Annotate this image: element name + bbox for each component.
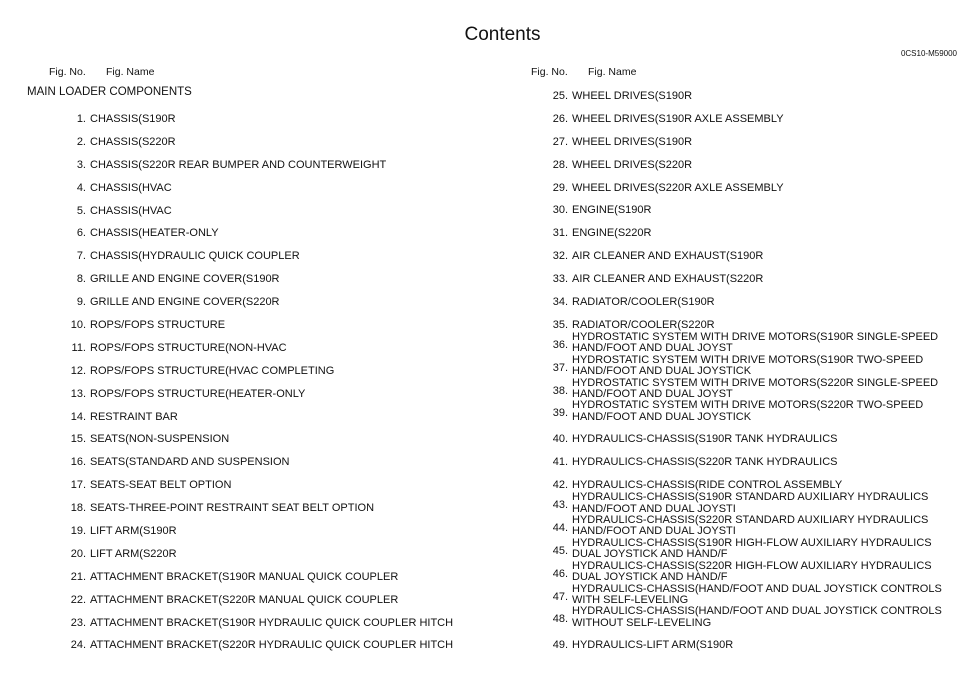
- fig-number: 46.: [552, 567, 568, 580]
- fig-number: 7.: [76, 250, 86, 263]
- fig-number: 29.: [552, 181, 568, 194]
- fig-number: 2.: [76, 135, 86, 148]
- fig-number: 16.: [70, 456, 86, 469]
- fig-name: CHASSIS(HEATER-ONLY: [90, 227, 219, 240]
- fig-name: HYDROSTATIC SYSTEM WITH DRIVE MOTORS(S220R TWO-SPEED HAND/FOOT AND DUAL JOYSTICK: [572, 399, 924, 423]
- fig-number: 43.: [552, 499, 568, 512]
- fig-name: HYDRAULICS-CHASSIS(HAND/FOOT AND DUAL JOYSTICK CONTROLS WITH SELF-LEVELING: [572, 582, 942, 607]
- fig-name: GRILLE AND ENGINE COVER(S190R: [90, 273, 280, 286]
- fig-name: ENGINE(S220R: [572, 227, 652, 240]
- fig-number: 4.: [76, 181, 86, 194]
- fig-number: 17.: [70, 479, 86, 492]
- document-code: 0CS10-M59000: [900, 49, 957, 58]
- fig-number: 6.: [76, 227, 86, 240]
- header-fig-no-left: Fig. No.: [49, 66, 86, 78]
- fig-name: HYDRAULICS-CHASSIS(HAND/FOOT AND DUAL JOYSTICK CONTROLS WITHOUT SELF-LEVELING: [572, 605, 942, 629]
- fig-name: SEATS(NON-SUSPENSION: [90, 433, 230, 446]
- fig-number: 28.: [552, 158, 568, 171]
- fig-number: 30.: [552, 204, 568, 217]
- fig-number: 41.: [552, 456, 568, 469]
- fig-number: 27.: [552, 135, 568, 148]
- fig-name: SEATS-SEAT BELT OPTION: [90, 479, 232, 492]
- fig-name: ROPS/FOPS STRUCTURE(HEATER-ONLY: [90, 387, 306, 400]
- fig-number: 33.: [552, 273, 568, 286]
- fig-name: HYDRAULICS-CHASSIS(S190R STANDARD AUXILIARY HYDRAULICS HAND/FOOT AND DUAL JOYSTI: [572, 491, 929, 515]
- fig-number: 5.: [76, 204, 86, 217]
- fig-name: GRILLE AND ENGINE COVER(S220R: [90, 296, 280, 309]
- fig-name: WHEEL DRIVES(S190R: [572, 90, 693, 102]
- fig-number: 34.: [552, 296, 568, 309]
- fig-name: CHASSIS(S220R REAR BUMPER AND COUNTERWEIGHT: [90, 158, 387, 171]
- fig-number: 3.: [76, 158, 86, 171]
- fig-name: ENGINE(S190R: [572, 204, 652, 217]
- fig-name: SEATS-THREE-POINT RESTRAINT SEAT BELT OPTION: [90, 502, 375, 515]
- fig-number: 12.: [70, 364, 86, 377]
- fig-number: 19.: [70, 525, 86, 538]
- fig-name: HYDRAULICS-CHASSIS(S190R HIGH-FLOW AUXILIARY HYDRAULICS DUAL JOYSTICK AND HAND/F: [572, 536, 932, 561]
- fig-name: SEATS(STANDARD AND SUSPENSION: [90, 456, 290, 469]
- fig-name: HYDRAULICS-CHASSIS(S220R TANK HYDRAULICS: [572, 456, 838, 469]
- fig-number: 36.: [552, 338, 568, 351]
- fig-number: 11.: [71, 341, 86, 354]
- fig-name: RADIATOR/COOLER(S220R: [572, 318, 715, 331]
- fig-name: CHASSIS(HVAC: [90, 181, 172, 194]
- header-fig-name-right: Fig. Name: [588, 66, 637, 78]
- page-title: Contents: [464, 24, 541, 45]
- fig-name: HYDRAULICS-CHASSIS(S190R TANK HYDRAULICS: [572, 433, 838, 446]
- fig-number: 47.: [552, 590, 568, 603]
- fig-number: 44.: [552, 521, 568, 534]
- fig-number: 45.: [552, 544, 568, 557]
- fig-name: ATTACHMENT BRACKET(S190R MANUAL QUICK COUPLER: [90, 570, 399, 583]
- section-heading: MAIN LOADER COMPONENTS: [27, 86, 192, 98]
- fig-number: 18.: [70, 502, 86, 515]
- fig-name: WHEEL DRIVES(S220R AXLE ASSEMBLY: [572, 181, 784, 194]
- header-fig-no-right: Fig. No.: [531, 66, 568, 78]
- fig-name: HYDROSTATIC SYSTEM WITH DRIVE MOTORS(S190R SINGLE-SPEED HAND/FOOT AND DUAL JOYST: [572, 330, 939, 355]
- fig-name: HYDROSTATIC SYSTEM WITH DRIVE MOTORS(S190R TWO-SPEED HAND/FOOT AND DUAL JOYSTICK: [572, 353, 924, 378]
- fig-name: CHASSIS(HYDRAULIC QUICK COUPLER: [90, 250, 300, 263]
- fig-number: 26.: [552, 112, 568, 125]
- fig-number: 31.: [552, 227, 568, 240]
- header-fig-name-left: Fig. Name: [106, 66, 155, 78]
- fig-number: 25.: [552, 90, 568, 102]
- fig-name: AIR CLEANER AND EXHAUST(S190R: [572, 250, 764, 263]
- fig-name: ATTACHMENT BRACKET(S190R HYDRAULIC QUICK COUPLER HITCH: [90, 616, 454, 629]
- fig-name: ATTACHMENT BRACKET(S220R HYDRAULIC QUICK COUPLER HITCH: [90, 639, 454, 652]
- fig-name: WHEEL DRIVES(S220R: [572, 158, 693, 171]
- fig-name: RESTRAINT BAR: [90, 410, 178, 423]
- fig-number: 20.: [70, 547, 86, 560]
- fig-name: HYDROSTATIC SYSTEM WITH DRIVE MOTORS(S220R SINGLE-SPEED HAND/FOOT AND DUAL JOYST: [572, 376, 939, 401]
- fig-number: 13.: [70, 387, 86, 400]
- fig-number: 1.: [76, 113, 86, 125]
- fig-number: 24.: [70, 639, 86, 652]
- fig-name: WHEEL DRIVES(S190R: [572, 135, 693, 148]
- fig-name: ATTACHMENT BRACKET(S220R MANUAL QUICK COUPLER: [90, 593, 399, 606]
- fig-number: 35.: [552, 318, 568, 331]
- fig-number: 23.: [70, 616, 86, 629]
- fig-name: WHEEL DRIVES(S190R AXLE ASSEMBLY: [572, 112, 784, 125]
- fig-number: 48.: [552, 613, 568, 626]
- fig-number: 42.: [552, 479, 568, 492]
- fig-number: 14.: [70, 410, 86, 423]
- fig-number: 32.: [552, 250, 568, 263]
- fig-name: HYDRAULICS-LIFT ARM(S190R: [572, 639, 734, 652]
- fig-name: HYDRAULICS-CHASSIS(RIDE CONTROL ASSEMBLY: [572, 479, 843, 492]
- fig-name: HYDRAULICS-CHASSIS(S220R HIGH-FLOW AUXILIARY HYDRAULICS DUAL JOYSTICK AND HAND/F: [572, 559, 932, 584]
- fig-number: 10.: [70, 319, 86, 332]
- fig-name: RADIATOR/COOLER(S190R: [572, 296, 715, 309]
- fig-name: LIFT ARM(S190R: [90, 525, 177, 538]
- fig-name: CHASSIS(S220R: [90, 135, 176, 148]
- fig-number: 38.: [552, 384, 568, 397]
- fig-name: ROPS/FOPS STRUCTURE(NON-HVAC: [90, 341, 287, 354]
- fig-name: CHASSIS(HVAC: [90, 204, 172, 217]
- fig-number: 22.: [70, 593, 86, 606]
- fig-number: 8.: [76, 273, 86, 286]
- fig-number: 49.: [552, 639, 568, 652]
- fig-name: CHASSIS(S190R: [90, 113, 176, 125]
- fig-number: 15.: [70, 433, 86, 446]
- fig-name: HYDRAULICS-CHASSIS(S220R STANDARD AUXILIARY HYDRAULICS HAND/FOOT AND DUAL JOYSTI: [572, 513, 929, 538]
- fig-name: LIFT ARM(S220R: [90, 547, 177, 560]
- fig-name: AIR CLEANER AND EXHAUST(S220R: [572, 273, 764, 286]
- fig-number: 21.: [70, 570, 86, 583]
- fig-number: 40.: [552, 433, 568, 446]
- fig-name: ROPS/FOPS STRUCTURE: [90, 319, 226, 332]
- fig-number: 37.: [552, 361, 568, 374]
- fig-name: ROPS/FOPS STRUCTURE(HVAC COMPLETING: [90, 364, 335, 377]
- fig-number: 39.: [552, 407, 568, 420]
- fig-number: 9.: [76, 296, 86, 309]
